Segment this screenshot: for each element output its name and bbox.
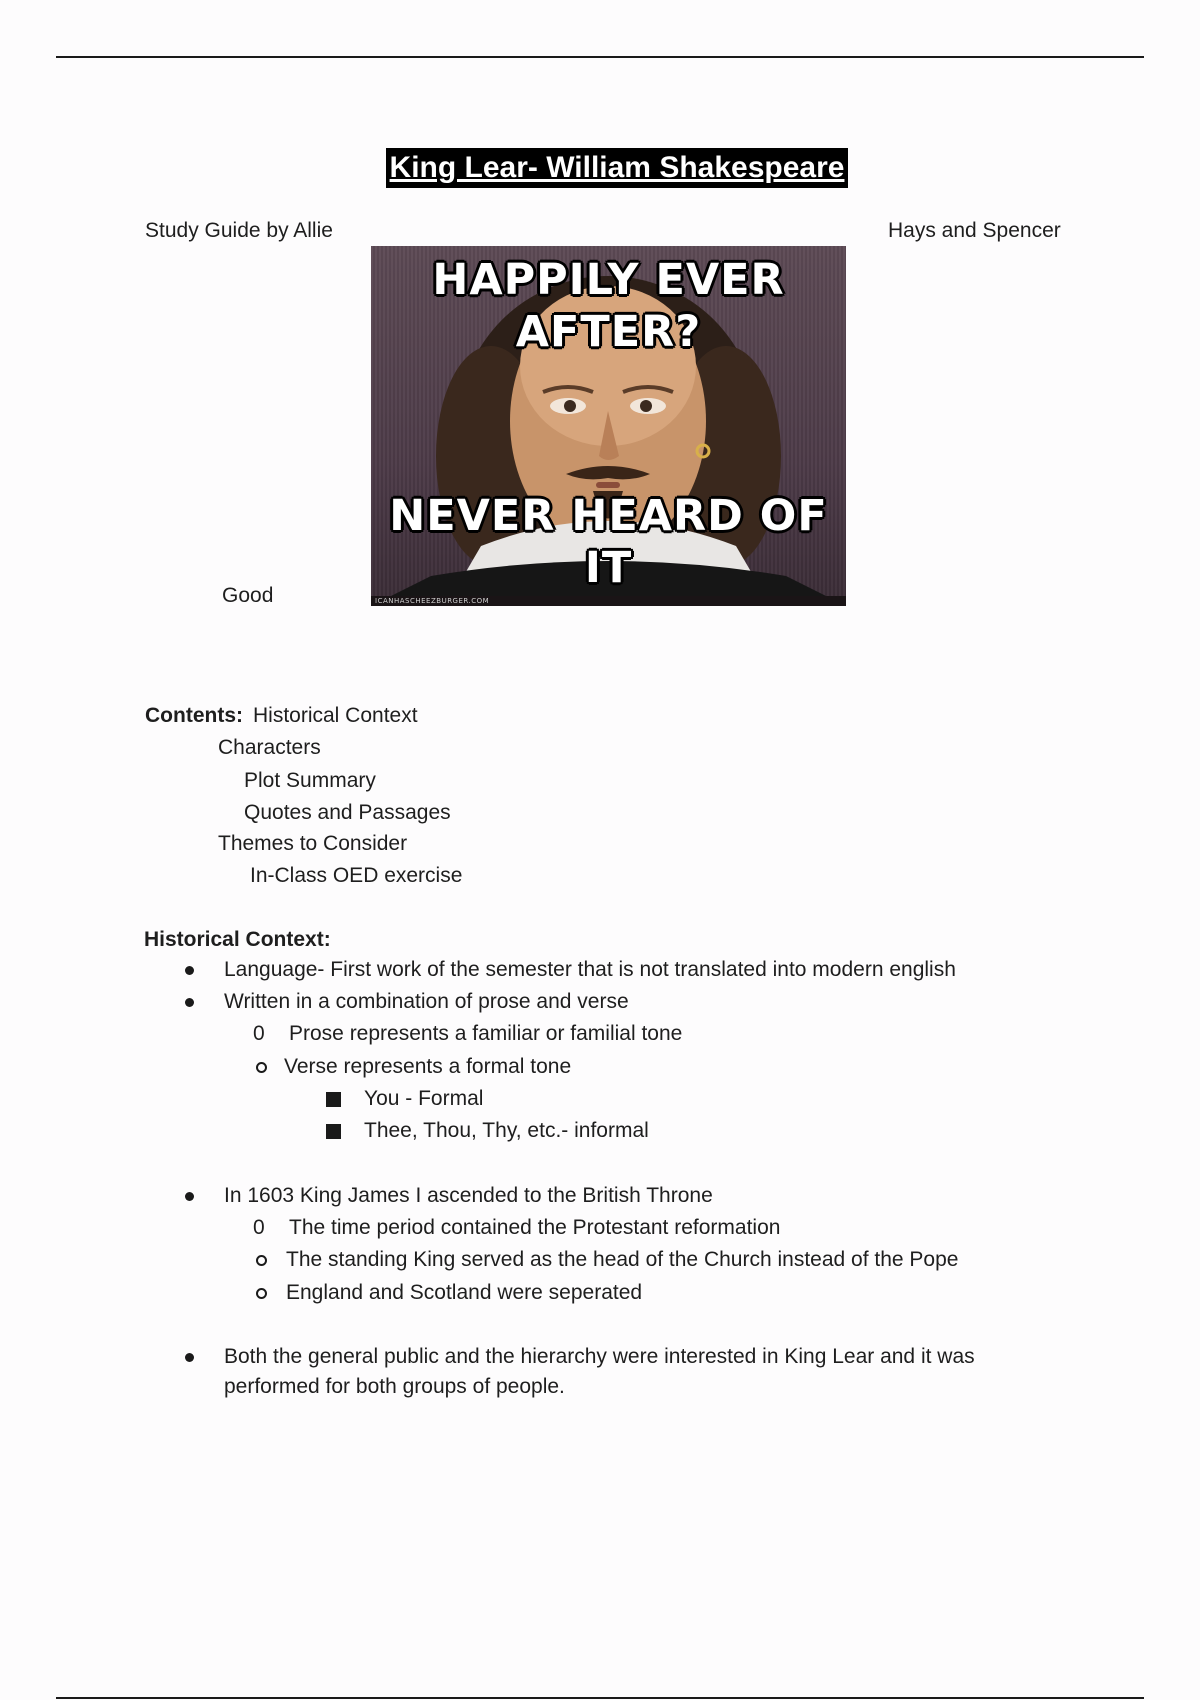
list-item: You - Formal bbox=[364, 1087, 484, 1110]
contents-item: Characters bbox=[218, 736, 321, 759]
bullet-icon bbox=[185, 1192, 194, 1201]
byline-lower: Good bbox=[222, 584, 274, 607]
meme-top-caption-line2: AFTER? bbox=[515, 307, 702, 357]
square-bullet-icon bbox=[326, 1124, 341, 1139]
contents-item: Themes to Consider bbox=[218, 832, 408, 855]
document-title-wrap bbox=[0, 148, 1200, 188]
contents-item: Plot Summary bbox=[244, 769, 376, 792]
contents-label: Contents: bbox=[145, 704, 243, 727]
meme-bottom-caption-line1: NEVER HEARD OF bbox=[389, 491, 828, 541]
bullet-icon bbox=[185, 998, 194, 1007]
list-item: Verse represents a formal tone bbox=[284, 1055, 572, 1078]
contents-item: Historical Context bbox=[253, 704, 418, 727]
list-item: Both the general public and the hierarchy were interested in King Lear and it was bbox=[224, 1345, 975, 1368]
list-item: Prose represents a familiar or familial tone bbox=[289, 1022, 683, 1045]
bullet-icon bbox=[185, 966, 194, 975]
meme-top-caption bbox=[371, 254, 846, 358]
list-item: Thee, Thou, Thy, etc.- informal bbox=[364, 1119, 649, 1142]
byline-left: Study Guide by Allie bbox=[145, 219, 333, 242]
meme-bottom-caption-line2: IT bbox=[584, 543, 633, 593]
meme-watermark: ICANHASCHEEZBURGER.COM bbox=[375, 597, 490, 605]
meme-top-caption-line1: HAPPILY EVER bbox=[432, 255, 785, 305]
list-item-continuation: performed for both groups of people. bbox=[224, 1375, 565, 1398]
byline-right: Hays and Spencer bbox=[888, 219, 1061, 242]
sub-bullet-marker: 0 bbox=[253, 1216, 265, 1239]
bullet-icon bbox=[185, 1353, 194, 1362]
historical-context-heading: Historical Context: bbox=[144, 928, 331, 951]
ring-bullet-icon bbox=[256, 1288, 267, 1299]
sub-bullet-marker: 0 bbox=[253, 1022, 265, 1045]
square-bullet-icon bbox=[326, 1092, 341, 1107]
shakespeare-meme-image bbox=[371, 246, 846, 606]
header-rule bbox=[56, 56, 1144, 58]
list-item: The time period contained the Protestant reformation bbox=[289, 1216, 781, 1239]
list-item: England and Scotland were seperated bbox=[286, 1281, 643, 1304]
meme-bottom-caption bbox=[371, 490, 846, 594]
list-item: In 1603 King James I ascended to the British Throne bbox=[224, 1184, 713, 1207]
contents-item: In-Class OED exercise bbox=[250, 864, 463, 887]
ring-bullet-icon bbox=[256, 1062, 267, 1073]
list-item: The standing King served as the head of the Church instead of the Pope bbox=[286, 1248, 959, 1271]
ring-bullet-icon bbox=[256, 1255, 267, 1266]
list-item: Language- First work of the semester that is not translated into modern english bbox=[224, 958, 956, 981]
document-title: King Lear- William Shakespeare bbox=[386, 148, 849, 188]
footer-rule bbox=[56, 1697, 1144, 1699]
contents-item: Quotes and Passages bbox=[244, 801, 451, 824]
list-item: Written in a combination of prose and verse bbox=[224, 990, 629, 1013]
